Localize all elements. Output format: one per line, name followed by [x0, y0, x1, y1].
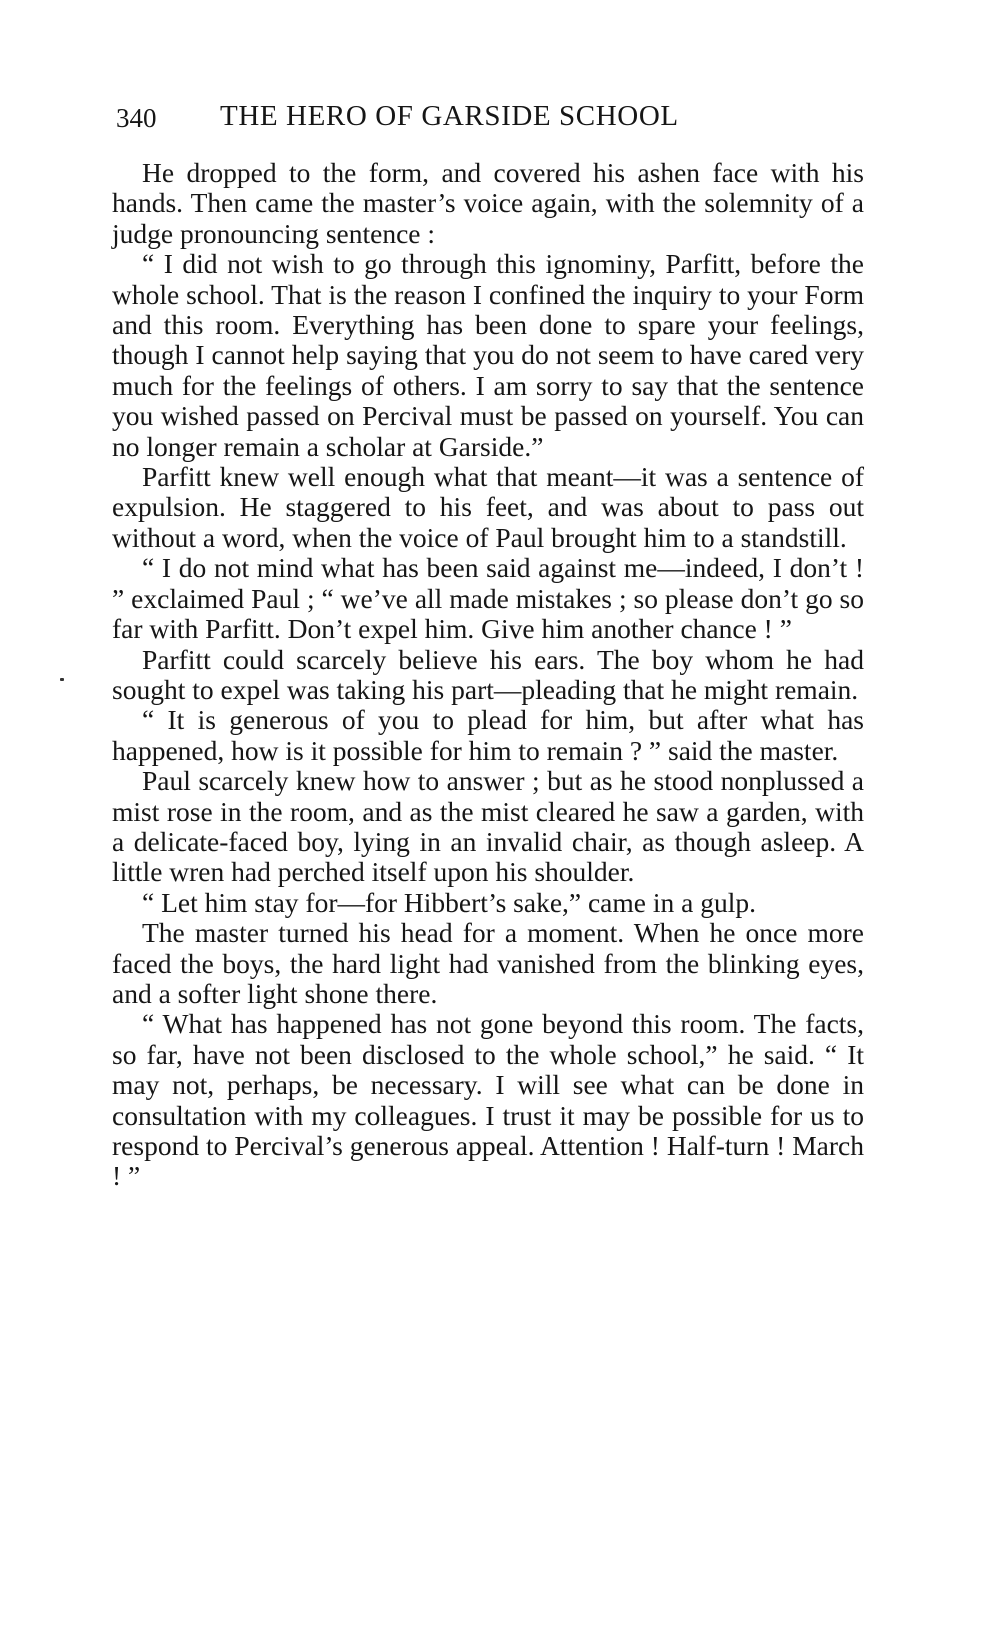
- paragraph: “ Let him stay for—for Hibbert’s sake,” came in a gulp.: [142, 886, 756, 918]
- paragraph: “ I do not mind what has been said against me—indeed, I don’t ! ” exclaimed Paul ; “ we’ve all made mistakes ; so please don’t go so far with Parfitt. Don’t expel him. Give him another chance ! ”: [112, 552, 864, 645]
- paragraph: He dropped to the form, and covered his ashen face with his hands. Then came the master’s voice again, with the solemnity of a judge pronouncing sentence :: [112, 157, 864, 249]
- page-header: [116, 96, 876, 136]
- running-title: THE HERO OF GARSIDE SCHOOL: [220, 100, 679, 132]
- paragraph: The master turned his head for a moment. When he once more faced the boys, the hard light had vanished from the blinking eyes, and a softer light shone there.: [112, 917, 864, 1009]
- page-number: 340: [116, 103, 157, 133]
- paragraph: “ What has happened has not gone beyond this room. The facts, so far, have not been disclosed to the whole school,” he said. “ It may not, perhaps, be necessary. I will see what can be done in consultation with my colleagues. I trust it may be possible for us to respond to Percival’s generous appeal. Attention ! Half-turn ! March ! ”: [112, 1008, 864, 1192]
- paragraph: “ I did not wish to go through this ignominy, Parfitt, before the whole school. That is the reason I confined the inquiry to your Form and this room. Everything has been done to spare your feelings, though I cannot help saying that you do not seem to have cared very much for the feelings of others. I am sorry to say that the sentence you wished passed on Percival must be passed on yourself. You can no longer remain a scholar at Garside.”: [112, 248, 864, 462]
- paragraph: Parfitt could scarcely believe his ears. The boy whom he had sought to expel was taking his part—pleading that he might remain.: [112, 643, 864, 705]
- stray-ink-mark: [60, 678, 64, 681]
- paragraph: Paul scarcely knew how to answer ; but as he stood nonplussed a mist rose in the room, and as the mist cleared he saw a garden, with a delicate-faced boy, lying in an invalid chair, as though asleep. A little wren had perched itself upon his shoulder.: [112, 765, 864, 888]
- body-text: [112, 158, 864, 1192]
- paragraph: Parfitt knew well enough what that meant—it was a sentence of expulsion. He staggered to his feet, and was about to pass out without a word, when the voice of Paul brought him to a standstill.: [112, 461, 864, 553]
- paragraph: “ It is generous of you to plead for him, but after what has happened, how is it possible for him to remain ? ” said the master.: [112, 704, 864, 766]
